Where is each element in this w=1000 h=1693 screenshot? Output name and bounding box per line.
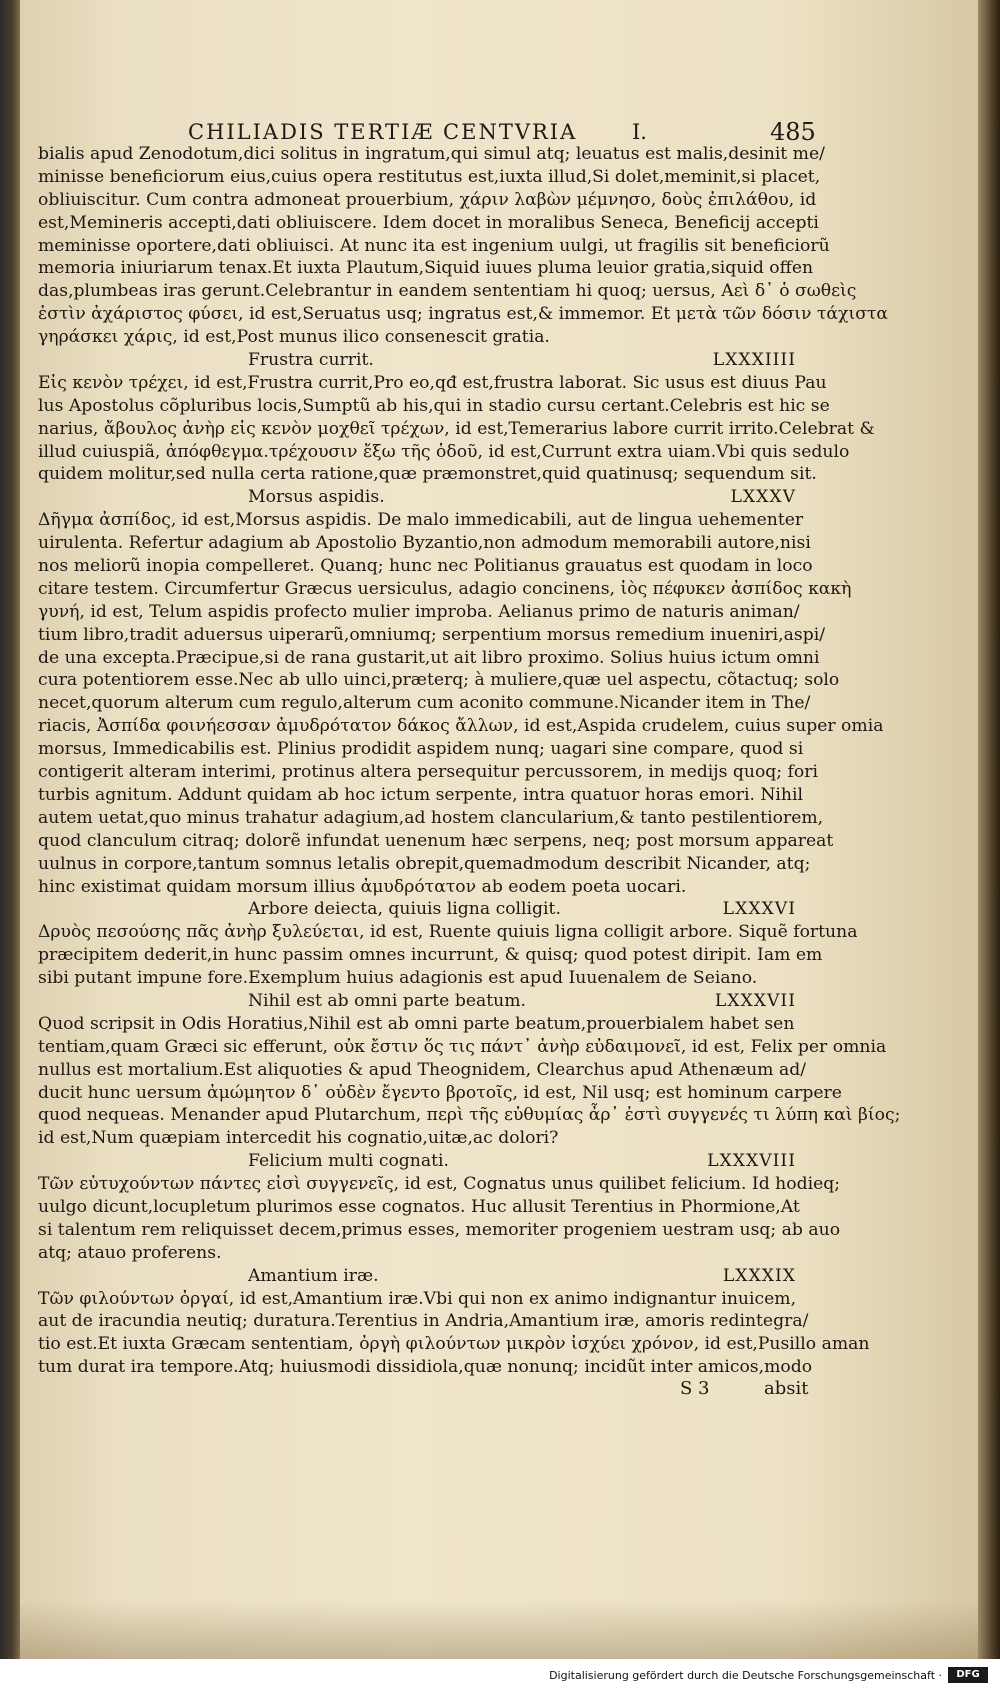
text-line: Τῶν φιλούντων ὀργαί, id est,Amantium iræ.Vbi qui non ex animo indignantur inuicem, xyxy=(38,1288,797,1309)
page-shadow xyxy=(20,1600,978,1659)
signature-mark: S 3 xyxy=(680,1378,710,1399)
entry-heading-85 xyxy=(38,486,802,509)
footer-bar xyxy=(0,1659,1000,1693)
adage-title: Nihil est ab omni parte beatum. xyxy=(248,990,526,1011)
text-line: aut de iracundia neutiq; duratura.Terentius in Andria,Amantium iræ, amoris redintegra/ xyxy=(38,1311,809,1332)
text-line: uirulenta. Refertur adagium ab Apostolio Byzantio,non admodum memorabili autore,nisi xyxy=(38,533,811,554)
text-line: Εἰς κενὸν τρέχει, id est,Frustra currit,Pro eo,qđ est,frustra laborat. Sic usus est diuus Pau xyxy=(38,372,827,393)
entry-heading-84 xyxy=(38,349,802,372)
adage-title: Frustra currit. xyxy=(248,350,374,371)
text-line: Quod scripsit in Odis Horatius,Nihil est ab omni parte beatum,prouerbialem habet sen xyxy=(38,1013,795,1034)
adage-title: Felicium multi cognati. xyxy=(248,1151,449,1172)
text-block-2 xyxy=(38,372,875,486)
text-line: riacis, Ἀσπίδα φοινήεσσαν ἀμυδρότατον δάκος ἄλλων, id est,Aspida crudelem, cuius super omia xyxy=(38,716,884,737)
text-line: turbis agnitum. Addunt quidam ab hoc ictum serpente, intra quatuor horas emori. Nihil xyxy=(38,784,803,805)
entry-heading-88 xyxy=(38,1150,802,1173)
entry-numeral: LXXXIX xyxy=(722,1265,796,1286)
text-line: minisse beneficiorum eius,cuius opera restitutus est,iuxta illud,Si dolet,meminit,si placet, xyxy=(38,166,821,187)
text-line: necet,quorum alterum cum regulo,alterum cum aconito commune.Nicander item in The/ xyxy=(38,693,811,714)
text-line: nos meliorũ inopia compelleret. Quanq; hunc nec Politianus grauatus est quodam in loco xyxy=(38,556,813,577)
text-line: de una excepta.Præcipue,si de rana gustarit,ut ait libro proximo. Solius huius ictum omni xyxy=(38,647,820,668)
body-text xyxy=(38,143,901,1379)
text-block-1 xyxy=(38,143,889,349)
text-line: γυνή, id est, Telum aspidis profecto mulier improba. Aelianus primo de naturis animan/ xyxy=(38,601,800,622)
text-block-3 xyxy=(38,509,884,898)
text-line: contigerit alteram interimi, protinus altera persequitur percussorem, in medijs quoq; fori xyxy=(38,762,818,783)
text-line: das,plumbeas iras gerunt.Celebrantur in eandem sententiam hi quoq; uersus, Αεὶ δ᾽ ὁ σωθεὶς xyxy=(38,281,857,302)
entry-heading-89 xyxy=(38,1265,802,1288)
text-line: illud cuiuspiã, ἀπόφθεγμα.τρέχουσιν ἔξω τῆς ὁδοῦ, id est,Currunt extra uiam.Vbi quis sedulo xyxy=(38,441,850,462)
text-line: quod clanculum citraq; dolorẽ infundat uenenum hæc serpens, neq; post morsum appareat xyxy=(38,830,834,851)
signature-line xyxy=(680,1378,820,1402)
text-line: est,Memineris accepti,dati obliuiscere. Idem docet in moralibus Seneca, Beneficij accepti xyxy=(38,212,819,233)
text-line: atq; atauo proferens. xyxy=(38,1242,222,1263)
text-line: tio est.Et iuxta Græcam sententiam, ὀργὴ φιλούντων μικρὸν ἰσχύει χρόνον, id est,Pusillo aman xyxy=(38,1334,870,1355)
text-line: cura potentiorem esse.Nec ab ullo uinci,præterq; à muliere,quæ uel aspectu, cõtactuq; solo xyxy=(38,670,840,691)
entry-heading-87 xyxy=(38,990,802,1013)
text-block-5 xyxy=(38,1013,901,1150)
text-line: bialis apud Zenodotum,dici solitus in ingratum,qui simul atq; leuatus est malis,desinit me/ xyxy=(38,144,825,164)
text-line: nullus est mortalium.Est aliquoties & apud Theognidem, Clearchus apud Athenæum ad/ xyxy=(38,1059,806,1080)
folio-number: 485 xyxy=(770,118,816,146)
text-line: tentiam,quam Græci sic efferunt, οὐκ ἔστιν ὅς τις πάντ᾽ ἀνὴρ εὐδαιμονεῖ, id est, Felix per omnia xyxy=(38,1036,887,1057)
text-line: lus Apostolus cõpluribus locis,Sumptũ ab his,qui in stadio cursu certant.Celebris est hic se xyxy=(38,395,830,416)
text-line: ducit hunc uersum ἀμώμητον δ᾽ οὐδὲν ἔγεντο βροτοῖς, id est, Nil usq; est hominum carpere xyxy=(38,1082,842,1103)
text-block-6 xyxy=(38,1173,841,1265)
adage-title: Arbore deiecta, quiuis ligna colligit. xyxy=(248,899,561,920)
running-head-number: I. xyxy=(632,120,647,144)
text-line: id est,Num quæpiam intercedit his cognatio,uitæ,ac dolori? xyxy=(38,1128,559,1149)
text-line: uulnus in corpore,tantum somnus letalis obrepit,quemadmodum describit Nicander, atq; xyxy=(38,853,811,874)
text-block-4 xyxy=(38,921,858,990)
text-line: hinc existimat quidam morsum illius ἀμυδρότατον ab eodem poeta uocari. xyxy=(38,876,687,897)
entry-numeral: LXXXIIII xyxy=(712,350,796,371)
text-line: Δρυὸς πεσούσης πᾶς ἀνὴρ ξυλεύεται, id est, Ruente quiuis ligna colligit arbore. Siquẽ fortuna xyxy=(38,922,858,943)
text-line: citare testem. Circumfertur Græcus uersiculus, adagio concinens, ἰὸς πέφυκεν ἀσπίδος κακὴ xyxy=(38,578,852,599)
adage-title: Morsus aspidis. xyxy=(248,487,385,508)
text-line: quidem molitur,sed nulla certa ratione,quæ præmonstret,quid quatinusq; sequendum sit. xyxy=(38,464,817,485)
text-line: obliuiscitur. Cum contra admoneat prouerbium, χάριν λαβὼν μέμνησο, δοὺς ἐπιλάθου, id xyxy=(38,189,817,210)
entry-numeral: LXXXVII xyxy=(714,990,796,1011)
binding-edge xyxy=(0,0,22,1659)
fore-edge xyxy=(978,0,1000,1659)
catchword: absit xyxy=(764,1378,809,1399)
entry-heading-86 xyxy=(38,898,802,921)
text-line: uulgo dicunt,locupletum plurimos esse cognatos. Huc allusit Terentius in Phormione,At xyxy=(38,1196,800,1217)
dfg-logo: DFG xyxy=(948,1667,988,1683)
text-line: præcipitem dederit,in hunc passim omnes incurrunt, & quisq; quod potest diripit. Iam em xyxy=(38,945,823,966)
entry-numeral: LXXXV xyxy=(730,487,796,508)
text-line: quod nequeas. Menander apud Plutarchum, περὶ τῆς εὐθυμίας ἆρ᾽ ἐστὶ συγγενές τι λύπη καὶ βίος; xyxy=(38,1105,901,1126)
running-head-title: CHILIADIS TERTIÆ CENTVRIA xyxy=(188,120,578,144)
text-line: si talentum rem reliquisset decem,primus esses, memoriter progeniem uestram usq; ab auo xyxy=(38,1219,841,1240)
entry-numeral: LXXXVIII xyxy=(707,1151,796,1172)
text-line: Δῆγμα ἀσπίδος, id est,Morsus aspidis. De malo immedicabili, aut de lingua uehementer xyxy=(38,510,804,531)
text-line: γηράσκει χάρις, id est,Post munus ilico consenescit gratia. xyxy=(38,327,550,348)
text-block-7 xyxy=(38,1288,870,1380)
text-line: autem uetat,quo minus trahatur adagium,ad hostem clancularium,& tanto pestilentiorem, xyxy=(38,807,824,828)
text-line: tum durat ira tempore.Atq; huiusmodi dissidiola,quæ nonunq; incidũt inter amicos,modo xyxy=(38,1357,813,1378)
text-line: memoria iniuriarum tenax.Et iuxta Plautum,Siquid iuues pluma leuior gratia,siquid offen xyxy=(38,258,814,279)
text-line: narius, ἄβουλος ἀνὴρ εἰς κενὸν μοχθεῖ τρέχων, id est,Temerarius labore currit irrito.Celebrat & xyxy=(38,418,875,439)
text-line: tium libro,tradit aduersus uiperarũ,omniumq; serpentium morsus remedium inueniri,aspi/ xyxy=(38,624,825,645)
text-line: Τῶν εὐτυχούντων πάντες εἰσὶ συγγενεῖς, id est, Cognatus unus quilibet felicium. Id hodieq; xyxy=(38,1174,841,1195)
text-line: meminisse oportere,dati obliuisci. At nunc ita est ingenium uulgi, ut fragilis sit beneficiorũ xyxy=(38,235,830,256)
entry-numeral: LXXXVI xyxy=(722,899,796,920)
text-line: sibi putant impune fore.Exemplum huius adagionis est apud Iuuenalem de Seiano. xyxy=(38,968,758,989)
text-line: ἐστὶν ἀχάριστος φύσει, id est,Seruatus usq; ingratus est,& immemor. Et μετὰ τῶν δόσιν τάχιστα xyxy=(38,304,889,325)
text-line: morsus, Immedicabilis est. Plinius prodidit aspidem nunq; uagari sine compare, quod si xyxy=(38,739,804,760)
digitization-credit: Digitalisierung gefördert durch die Deutsche Forschungsgemeinschaft · xyxy=(549,1669,942,1682)
adage-title: Amantium iræ. xyxy=(248,1265,379,1286)
